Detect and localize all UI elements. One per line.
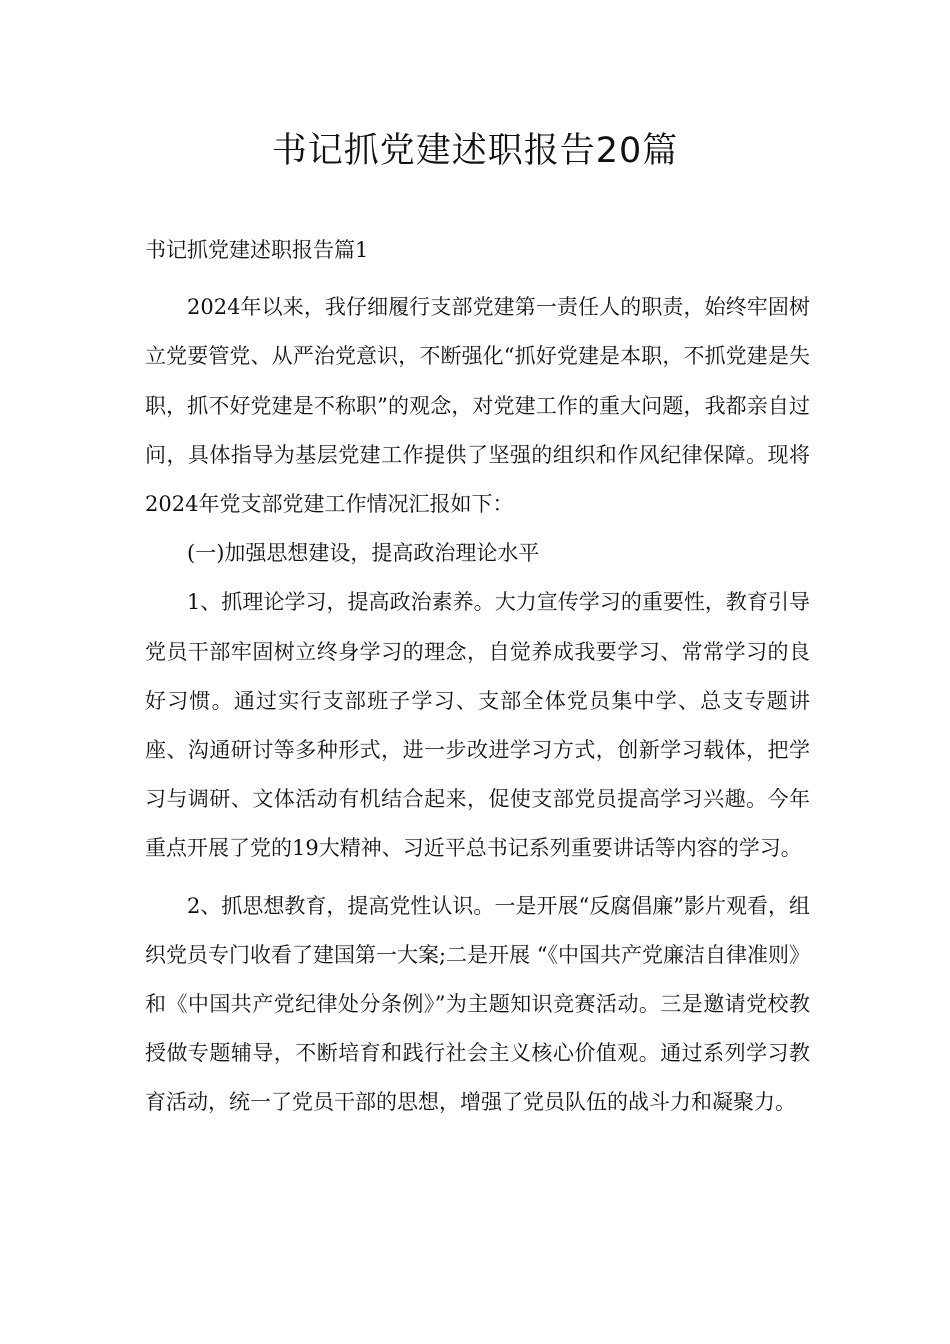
section-heading: 书记抓党建述职报告篇1 — [145, 238, 369, 262]
document-body — [145, 226, 810, 1128]
paragraph-subheading: (一)加强思想建设，提高政治理论水平 — [187, 541, 540, 566]
paragraph-ideological-education: 2、抓思想教育，提高党性认识。一是开展“反腐倡廉”影片观看，组织党员专门收看了建国第一大案;二是开展 “《中国共产党廉洁自律准则》和《中国共产党纪律处分条例》”为主题知识竞赛活动。三是邀请党校教授做专题辅导，不断培育和践行社会主义核心价值观。通过系列学习教育活动，统一了党员干部的思想，增强了党员队伍的战斗力和凝聚力。 — [145, 893, 810, 1115]
paragraph-intro: 2024年以来，我仔细履行支部党建第一责任人的职责，始终牢固树立党要管党、从严治党意识，不断强化“抓好党建是本职，不抓党建是失职，抓不好党建是不称职”的观念，对党建工作的重大问题，我都亲自过问，具体指导为基层党建工作提供了坚强的组织和作风纪律保障。现将2024年党支部党建工作情况汇报如下： — [145, 295, 810, 517]
paragraph-theory-study: 1、抓理论学习，提高政治素养。大力宣传学习的重要性，教育引导党员干部牢固树立终身学习的理念，自觉养成我要学习、常常学习的良好习惯。通过实行支部班子学习、支部全体党员集中学、总支专题讲座、沟通研讨等多种形式，进一步改进学习方式，创新学习载体，把学习与调研、文体活动有机结合起来，促使支部党员提高学习兴趣。今年重点开展了党的19大精神、习近平总书记系列重要讲话等内容的学习。 — [145, 590, 810, 861]
document-title: 书记抓党建述职报告20篇 — [271, 131, 679, 171]
